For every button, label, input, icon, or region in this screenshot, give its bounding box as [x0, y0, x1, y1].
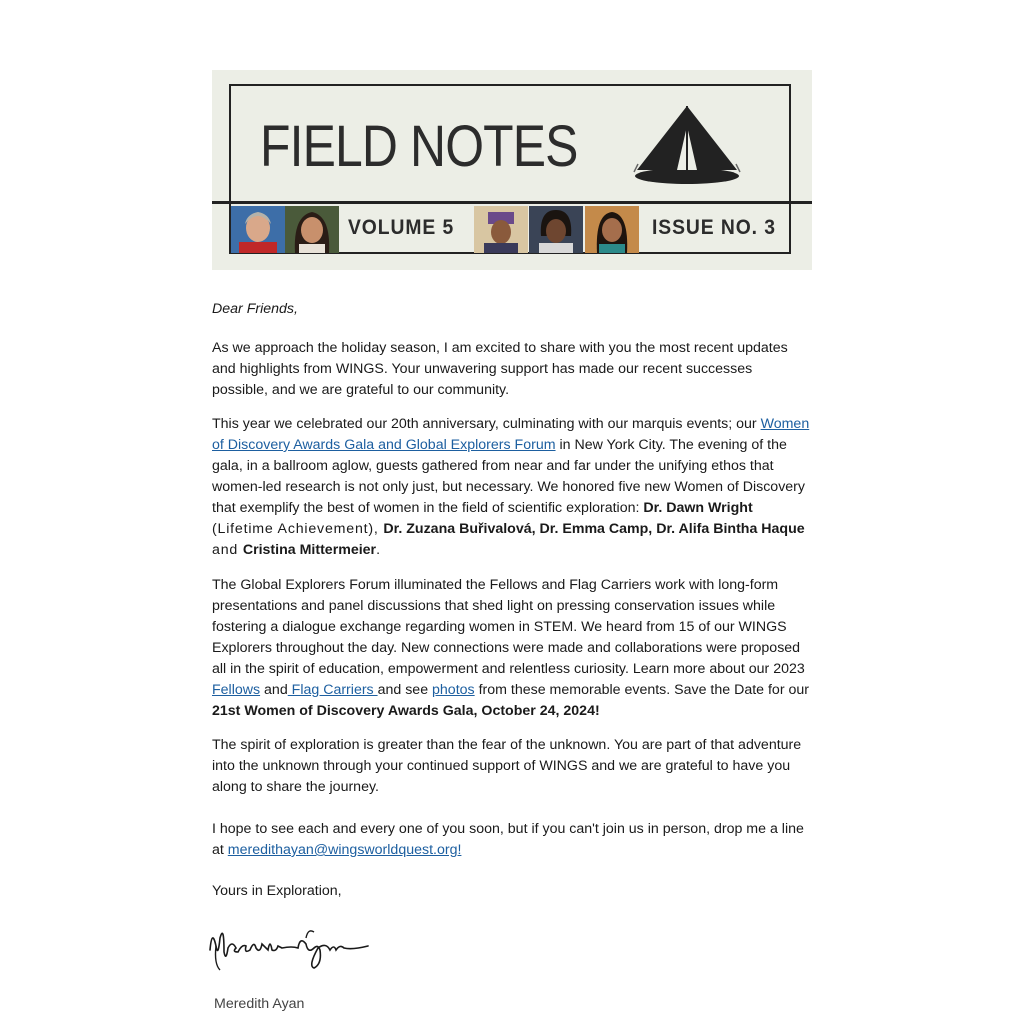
gala-forum-link[interactable]: Women of Discovery Awards Gala and Global Explorers Forum [212, 416, 810, 453]
signer-name: Meredith Ayan [214, 996, 305, 1012]
honoree-cristina-mittermeier: Cristina Mittermeier [242, 542, 377, 558]
honoree-dawn-wright: Dr. Dawn Wright [643, 500, 753, 516]
text-span: and [212, 542, 243, 558]
text-span: The Global Explorers Forum illuminated the Fellows and Flag Carriers work with long-form presentations and panel discussions that shed light on pressing conservation issues while fostering a dialogue exchange regarding women in STEM. We heard from 15 of our WINGS Explorers throughout the day. New connections were made and collaborations were proposed all in the spirit of education, empowerment and relentless curiosity. Learn more about our 2023 [212, 577, 805, 677]
text-span: in New York City. The evening of the gala, in a ballroom aglow, guests gathered from near and far under the unifying ethos that women-led research is not only just, but necessary. We honored five new Women of Discovery that exemplify the best of women in the field of scientific exploration: [212, 437, 805, 516]
photo-woman-1 [231, 206, 285, 253]
tent-icon [632, 104, 742, 186]
newsletter [212, 70, 812, 1012]
email-link[interactable]: meredithayan@wingsworldquest.org! [227, 842, 462, 858]
save-the-date: 21st Women of Discovery Awards Gala, October 24, 2024! [212, 703, 600, 719]
paragraph-anniversary [212, 414, 812, 561]
text-span: and see [377, 682, 433, 698]
flag-carriers-link[interactable]: Flag Carriers [287, 682, 378, 698]
greeting: Dear Friends, [212, 301, 298, 317]
text-span: from these memorable events. Save the Date for our [474, 682, 809, 698]
text-span: . [376, 542, 381, 558]
text-span: I hope to see each and every one of you soon, but if you can't join us in person, drop me a line at [212, 821, 804, 858]
banner-title: FIELD NOTES [260, 114, 578, 179]
paragraph-spirit: The spirit of exploration is greater than the fear of the unknown. You are part of that adventure into the unknown through your continued support of WINGS and we are grateful to have you along to share the journey. [212, 737, 802, 795]
volume-label: VOLUME 5 [348, 216, 455, 239]
closing: Yours in Exploration, [212, 883, 342, 899]
paragraph-forum [212, 575, 812, 722]
banner-divider [212, 201, 812, 204]
text-span: and [260, 682, 288, 698]
lifetime-achievement-note: (Lifetime Achievement), [212, 521, 384, 537]
paragraph-intro: As we approach the holiday season, I am excited to share with you the most recent updates and highlights from WINGS. Your unwavering support has made our recent successes possible, and we are grateful to our community. [212, 340, 788, 398]
photo-woman-5 [585, 206, 639, 253]
fellows-link[interactable]: Fellows [212, 682, 261, 698]
photo-woman-4 [529, 206, 583, 253]
paragraph-contact [212, 819, 812, 861]
issue-label: ISSUE NO. 3 [652, 216, 776, 239]
signature-image [202, 918, 377, 978]
photo-woman-2 [285, 206, 339, 253]
photos-link[interactable]: photos [432, 682, 475, 698]
field-notes-banner [212, 70, 812, 270]
photo-woman-3 [474, 206, 528, 253]
banner-photo-strip [231, 206, 789, 252]
honorees-list: Dr. Zuzana Buřivalová, Dr. Emma Camp, Dr. Alifa Bintha Haque [383, 521, 805, 537]
text-span: This year we celebrated our 20th anniversary, culminating with our marquis events; our [212, 416, 761, 432]
